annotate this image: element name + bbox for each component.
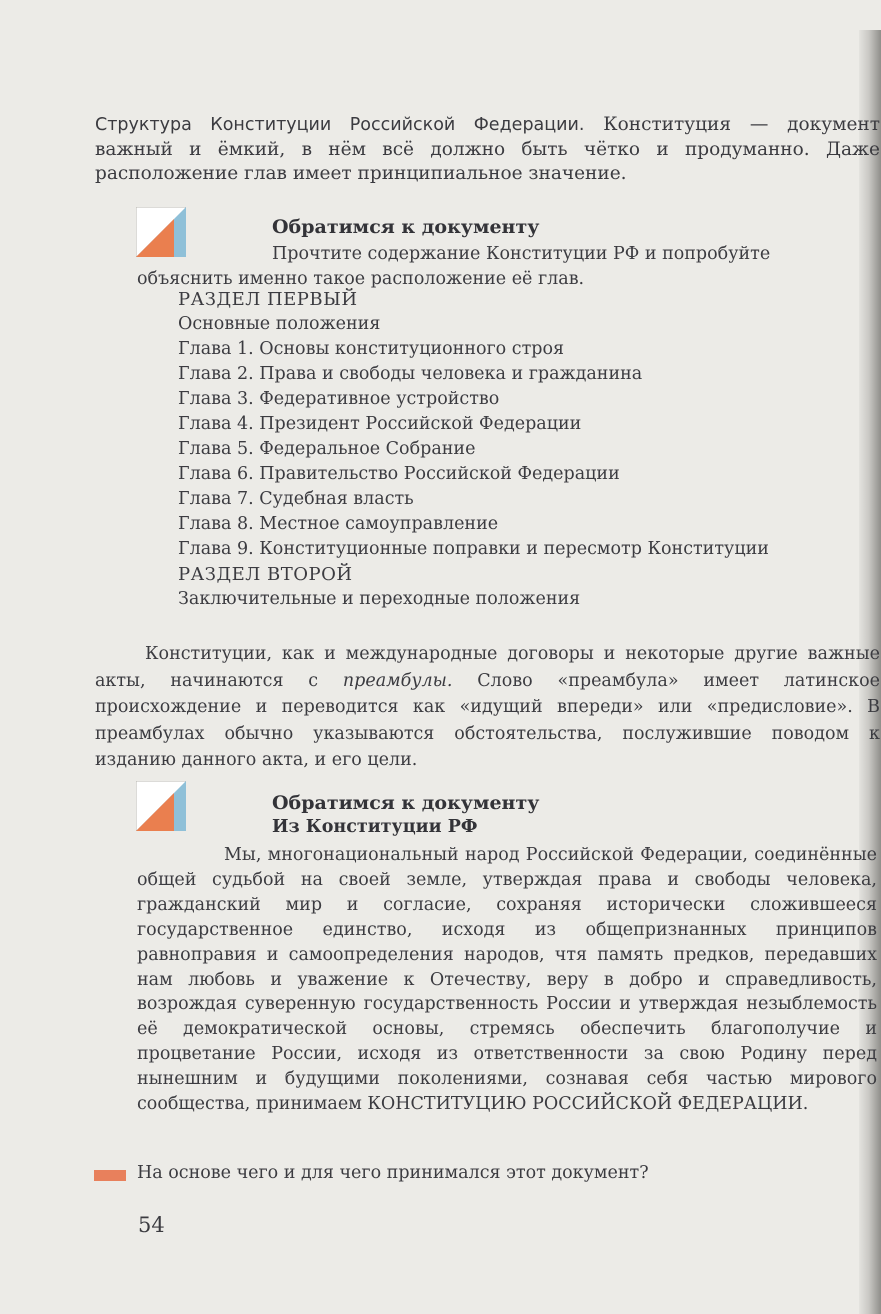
doc-block-1-instruction: Прочтите содержание Конституции РФ и попробуйте объяснить именно такое расположение её глав. (137, 244, 771, 289)
toc-item: Глава 9. Конституционные поправки и пересмотр Конституции (178, 539, 769, 559)
doc-block-2-subheading: Из Конституции РФ (272, 817, 478, 837)
toc-item: Заключительные и переходные положения (178, 589, 581, 609)
preamble-paragraph (95, 641, 880, 774)
toc-item: Глава 1. Основы конституционного строя (178, 339, 565, 359)
preamble-text-1: Конституции, как и международные договоры и некоторые другие важные акты, начинаются с (95, 644, 880, 691)
constitution-contents (178, 287, 769, 612)
toc-item: Глава 6. Правительство Российской Федерации (178, 464, 620, 484)
document-reference-icon (136, 781, 186, 831)
preamble-term: преамбулы. (342, 670, 453, 691)
toc-item: Глава 8. Местное самоуправление (178, 514, 499, 534)
page-number: 54 (138, 1213, 165, 1237)
doc-block-2-heading: Обратимся к документу (272, 792, 540, 814)
toc-item: Глава 5. Федеральное Собрание (178, 439, 476, 459)
toc-item: Глава 3. Федеративное устройство (178, 389, 500, 409)
toc-item: Глава 2. Права и свободы человека и гражданина (178, 364, 643, 384)
intro-text: Конституция — документ важный и ёмкий, в нём всё должно быть чётко и продуманно. Даже расположение глав имеет принципиальное значение. (95, 114, 880, 184)
toc-item: Основные положения (178, 314, 381, 334)
intro-paragraph (95, 113, 880, 187)
preamble-text-2: Слово «преамбула» имеет латинское происхождение и переводится как «идущий впереди» или «предисловие». В преамбулах обычно указываются обстоятельства, послужившие поводом к изданию данного акта, и его цели. (95, 670, 880, 770)
review-question: На основе чего и для чего принимался этот документ? (137, 1163, 649, 1183)
toc-item: Глава 7. Судебная власть (178, 489, 414, 509)
toc-item: РАЗДЕЛ ПЕРВЫЙ (178, 289, 358, 310)
toc-item: Глава 4. Президент Российской Федерации (178, 414, 582, 434)
question-marker (94, 1170, 126, 1181)
constitution-preamble-quote: Мы, многонациональный народ Российской Федерации, соединённые общей судьбой на своей земле, утверждая права и свободы человека, гражданский мир и согласие, сохраняя исторически сложившееся государственное единство, исходя из общепризнанных принципов равноправия и самоопределения народов, чтя память предков, передавших нам любовь и уважение к Отечеству, веру в добро и справедливость, возрождая суверенную государственность России и утверждая незыблемость её демократической основы, стремясь обеспечить благополучие и процветание России, исходя из ответственности за свою Родину перед нынешним и будущими поколениями, сознавая себя частью мирового сообщества, принимаем КОНСТИТУЦИЮ РОССИЙСКОЙ ФЕДЕРАЦИИ. (137, 845, 877, 1115)
doc-block-1-heading: Обратимся к документу (272, 216, 540, 238)
toc-item: РАЗДЕЛ ВТОРОЙ (178, 564, 353, 585)
intro-lead: Структура Конституции Российской Федерации. (95, 115, 585, 135)
